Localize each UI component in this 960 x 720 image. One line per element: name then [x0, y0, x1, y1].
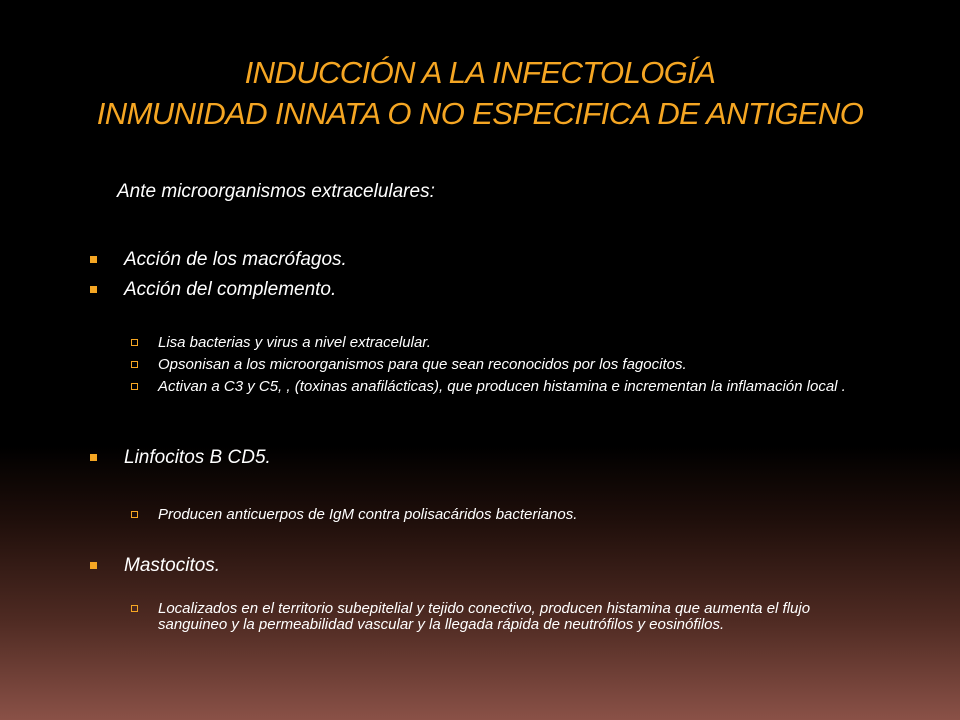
square-bullet-icon — [90, 286, 97, 293]
square-bullet-icon — [90, 562, 97, 569]
hollow-square-bullet-icon — [131, 361, 138, 368]
title-line-1: INDUCCIÓN A LA INFECTOLOGÍA — [244, 55, 716, 90]
sub-bullet-text: Activan a C3 y C5, , (toxinas anafilácticas), que producen histamina e incrementan la inflamación local . — [158, 378, 846, 395]
bullet-text: Mastocitos. — [124, 555, 221, 576]
sub-bullet-complemento-2 — [131, 357, 871, 373]
bullet-text: Acción de los macrófagos. — [124, 249, 347, 270]
hollow-square-bullet-icon — [131, 339, 138, 346]
sub-bullet-text: Producen anticuerpos de IgM contra polisacáridos bacterianos. — [158, 506, 578, 523]
sub-bullet-mastocitos-1 — [131, 601, 871, 633]
sub-bullet-text: Localizados en el territorio subepitelial y tejido conectivo, producen histamina que aumenta el flujo sanguineo y la permeabilidad vascular y la llegada rápida de neutrófilos y eosinófilos. — [158, 600, 811, 633]
bullet-complemento — [90, 279, 336, 301]
sub-bullet-complemento-1 — [131, 335, 871, 351]
bullet-text: Linfocitos B CD5. — [124, 447, 271, 468]
sub-bullet-linfocitos-1 — [131, 507, 871, 523]
slide-title — [0, 52, 960, 134]
hollow-square-bullet-icon — [131, 383, 138, 390]
bullet-mastocitos — [90, 555, 220, 577]
hollow-square-bullet-icon — [131, 511, 138, 518]
sub-bullet-text: Opsonisan a los microorganismos para que sean reconocidos por los fagocitos. — [158, 356, 687, 373]
hollow-square-bullet-icon — [131, 605, 138, 612]
bullet-macrofagos — [90, 249, 347, 271]
sub-bullet-complemento-3 — [131, 379, 871, 395]
square-bullet-icon — [90, 256, 97, 263]
square-bullet-icon — [90, 454, 97, 461]
title-line-2: INMUNIDAD INNATA O NO ESPECIFICA DE ANTIGENO — [96, 96, 864, 131]
intro-text: Ante microorganismos extracelulares: — [117, 181, 435, 202]
bullet-linfocitos — [90, 447, 271, 469]
bullet-text: Acción del complemento. — [124, 279, 337, 300]
sub-bullet-text: Lisa bacterias y virus a nivel extracelular. — [158, 334, 431, 351]
